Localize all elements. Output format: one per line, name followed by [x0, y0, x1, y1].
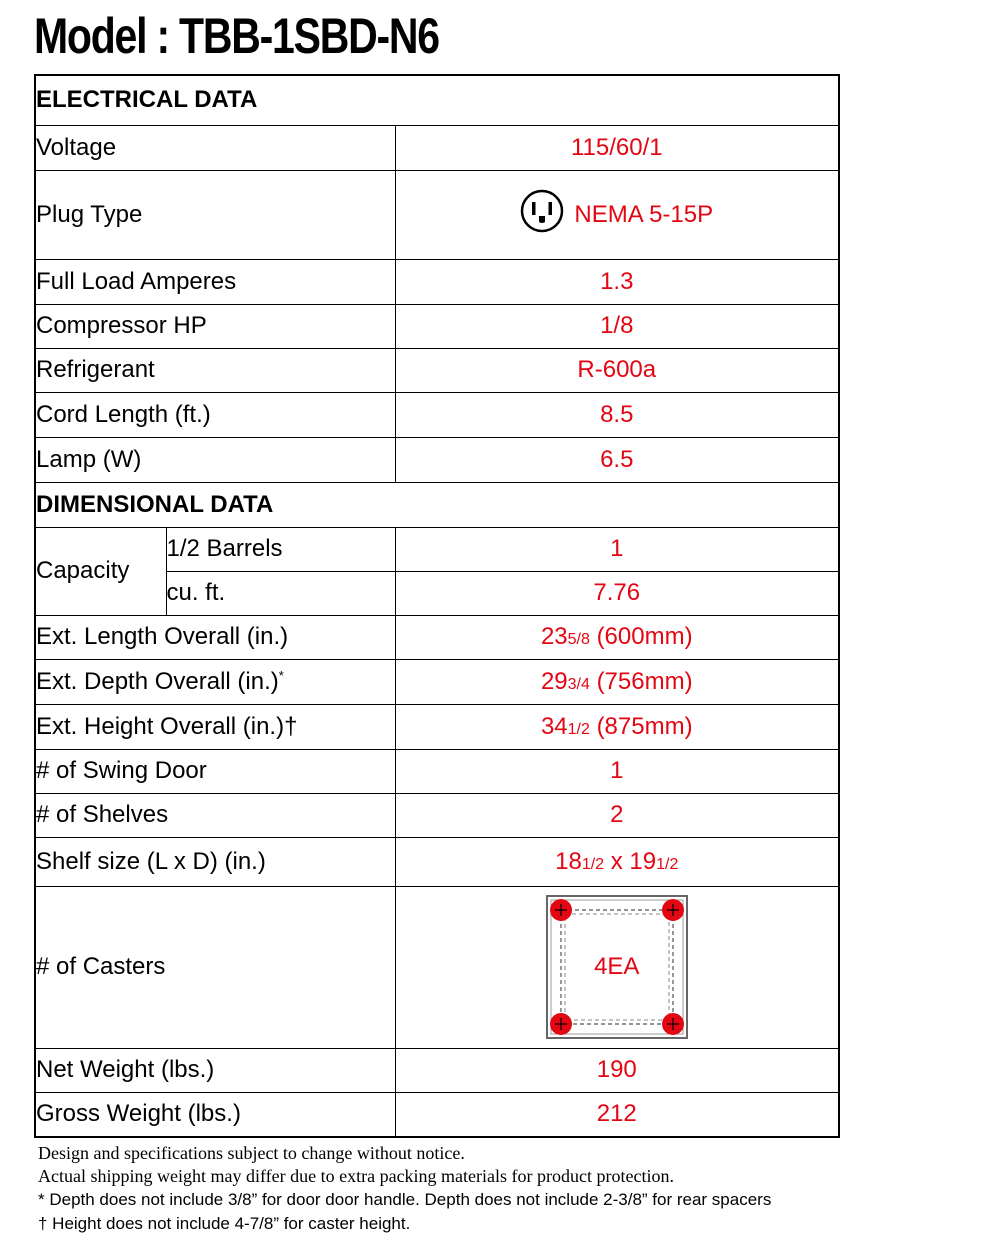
spec-row-compressor [35, 304, 839, 348]
spec-label: Lamp (W) [35, 437, 395, 482]
spec-value: 7.76 [395, 571, 839, 615]
spec-value-height [395, 704, 839, 749]
footnote-depth: * Depth does not include 3/8” for door door handle. Depth does not include 2-3/8” for rear spacers [38, 1190, 772, 1209]
value-metric: (600mm) [596, 623, 693, 650]
spec-label: Gross Weight (lbs.) [35, 1092, 395, 1137]
page-title: Model : TBB-1SBD-N6 [34, 8, 439, 64]
section-row-dimensional [35, 482, 839, 527]
spec-label: Cord Length (ft.) [35, 392, 395, 437]
spec-label: # of Shelves [35, 793, 395, 837]
spec-label-height [35, 704, 395, 749]
spec-value-casters [395, 886, 839, 1048]
spec-label: Ext. Height Overall (in.) [36, 712, 285, 740]
value-whole: 29 [540, 667, 568, 695]
section-heading-electrical: ELECTRICAL DATA [35, 75, 839, 125]
spec-value: 2 [395, 793, 839, 837]
footnotes [38, 1142, 878, 1236]
spec-value: 1.3 [395, 259, 839, 304]
value-whole: 34 [540, 712, 568, 740]
spec-sublabel: 1/2 Barrels [166, 527, 395, 571]
spec-value-plug [395, 170, 839, 259]
spec-value: 115/60/1 [395, 125, 839, 170]
spec-label: Shelf size (L x D) (in.) [35, 837, 395, 886]
value-fraction: 3/4 [567, 675, 590, 693]
plug-type-value: NEMA 5-15P [574, 200, 714, 228]
value-fraction: 1/2 [656, 855, 679, 873]
value-fraction: 5/8 [567, 631, 590, 648]
spec-sublabel: cu. ft. [166, 571, 395, 615]
spec-row-gross-weight [35, 1092, 839, 1137]
spec-value: 6.5 [395, 437, 839, 482]
spec-label: Plug Type [35, 170, 395, 259]
value-metric: (756mm) [596, 667, 693, 695]
spec-row-plug-type [35, 170, 839, 259]
value-whole: 23 [540, 623, 568, 650]
caster-count: 4EA [594, 953, 640, 980]
value-metric: (875mm) [596, 712, 693, 740]
caster-layout-icon [545, 894, 689, 1040]
spec-row-net-weight [35, 1048, 839, 1092]
spec-label: Net Weight (lbs.) [35, 1048, 395, 1092]
spec-row-depth [35, 659, 839, 704]
spec-label: Full Load Amperes [35, 259, 395, 304]
footnote-shipping: Actual shipping weight may differ due to extra packing materials for product protection. [38, 1166, 674, 1186]
spec-value: R-600a [395, 348, 839, 392]
spec-row-shelves [35, 793, 839, 837]
spec-value-length [395, 615, 839, 659]
value-fraction: 1/2 [567, 720, 590, 738]
spec-value-shelf-size [395, 837, 839, 886]
section-row-electrical [35, 75, 839, 125]
spec-row-fla [35, 259, 839, 304]
spec-row-shelf-size [35, 837, 839, 886]
spec-row-doors [35, 749, 839, 793]
footnote-disclaimer: Design and specifications subject to change without notice. [38, 1143, 465, 1163]
spec-label: # of Casters [35, 886, 395, 1048]
spec-row-length [35, 615, 839, 659]
spec-value: 1/8 [395, 304, 839, 348]
footnote-mark: † [284, 712, 298, 740]
spec-row-height [35, 704, 839, 749]
spec-row-refrigerant [35, 348, 839, 392]
value-separator: x [604, 847, 630, 875]
plug-type-group [520, 189, 713, 240]
footnote-mark: * [278, 667, 284, 683]
spec-value: 212 [395, 1092, 839, 1137]
spec-row-cord-length [35, 392, 839, 437]
spec-label: Ext. Length Overall (in.) [35, 615, 395, 659]
spec-value-depth [395, 659, 839, 704]
spec-label: Ext. Depth Overall (in.) [36, 667, 279, 695]
spec-value: 8.5 [395, 392, 839, 437]
value-fraction: 1/2 [581, 855, 605, 873]
spec-value: 1 [395, 749, 839, 793]
spec-row-capacity-barrels [35, 527, 839, 571]
capacity-label: Capacity [35, 527, 166, 615]
spec-value: 190 [395, 1048, 839, 1092]
value-whole: 18 [555, 847, 582, 875]
spec-table [34, 74, 840, 1138]
spec-value: 1 [395, 527, 839, 571]
spec-label: # of Swing Door [35, 749, 395, 793]
spec-label: Refrigerant [35, 348, 395, 392]
spec-row-lamp [35, 437, 839, 482]
section-heading-dimensional: DIMENSIONAL DATA [35, 482, 839, 527]
nema-plug-icon [520, 189, 564, 240]
value-whole: 19 [629, 847, 657, 875]
spec-row-voltage [35, 125, 839, 170]
spec-label: Voltage [35, 125, 395, 170]
spec-label: Compressor HP [35, 304, 395, 348]
footnote-height: † Height does not include 4-7/8” for caster height. [38, 1214, 411, 1233]
spec-label-depth [35, 659, 395, 704]
spec-row-casters [35, 886, 839, 1048]
